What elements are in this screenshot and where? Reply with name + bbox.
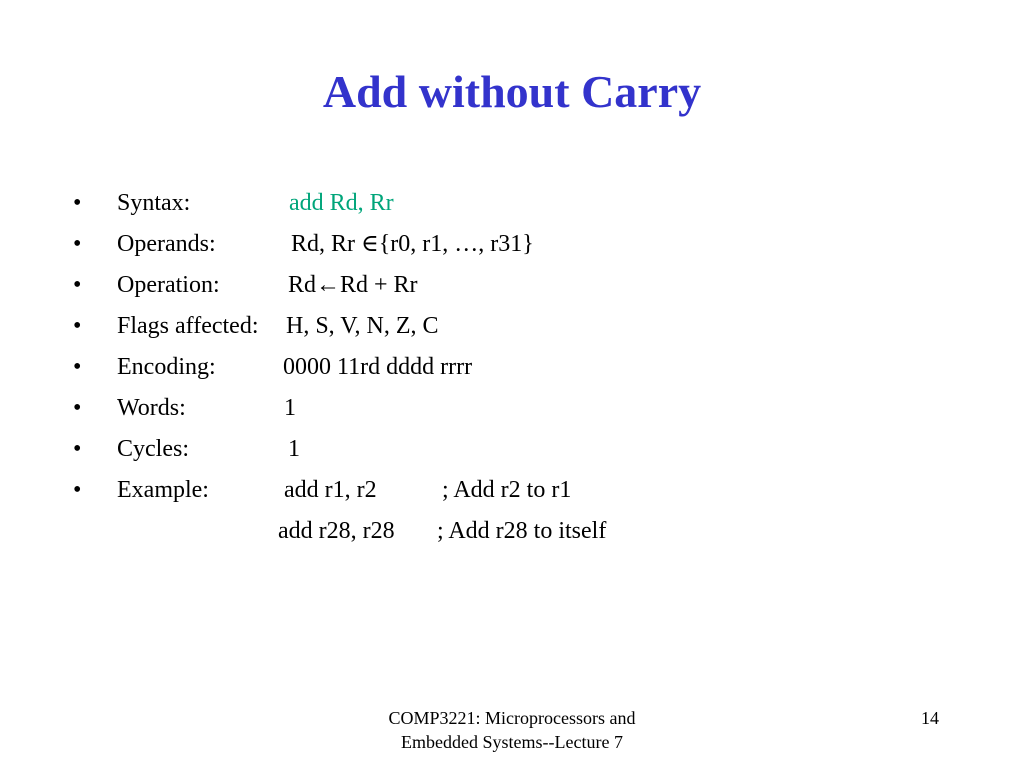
footer-course-line: COMP3221: Microprocessors and: [388, 708, 636, 728]
bullet-dot: •: [73, 436, 82, 462]
flags-value: H, S, V, N, Z, C: [286, 313, 439, 339]
bullet-dot: •: [73, 190, 82, 216]
cycles-value: 1: [288, 436, 300, 462]
bullet-label: Flags affected:: [117, 313, 259, 339]
operation-value: Rd←Rd + Rr: [288, 272, 418, 298]
encoding-value: 0000 11rd dddd rrrr: [283, 354, 473, 380]
bullet-dot: •: [73, 354, 82, 380]
operands-value: Rd, Rr ∈{r0, r1, …, r31}: [291, 231, 534, 257]
example-comment: ; Add r28 to itself: [437, 518, 607, 544]
bullet-dot: •: [73, 477, 82, 503]
example-code: add r1, r2: [284, 477, 377, 503]
bullet-dot: •: [73, 395, 82, 421]
page-number: 14: [921, 708, 939, 728]
example-comment: ; Add r2 to r1: [442, 477, 572, 503]
bullet-dot: •: [73, 272, 82, 298]
words-value: 1: [284, 395, 296, 421]
bullet-dot: •: [73, 231, 82, 257]
bullet-label: Operands:: [117, 231, 216, 257]
slide-title: Add without Carry: [322, 66, 702, 117]
bullet-label: Operation:: [117, 272, 220, 298]
bullet-label: Words:: [117, 395, 186, 421]
footer-course-line: Embedded Systems--Lecture 7: [401, 732, 623, 752]
syntax-value: add Rd, Rr: [289, 190, 394, 216]
bullet-dot: •: [73, 313, 82, 339]
footer-course-title: [312, 706, 712, 754]
bullet-label: Example:: [117, 477, 209, 503]
bullet-label: Cycles:: [117, 436, 189, 462]
example-code: add r28, r28: [278, 518, 395, 544]
bullet-label: Syntax:: [117, 190, 191, 216]
bullet-label: Encoding:: [117, 354, 216, 380]
